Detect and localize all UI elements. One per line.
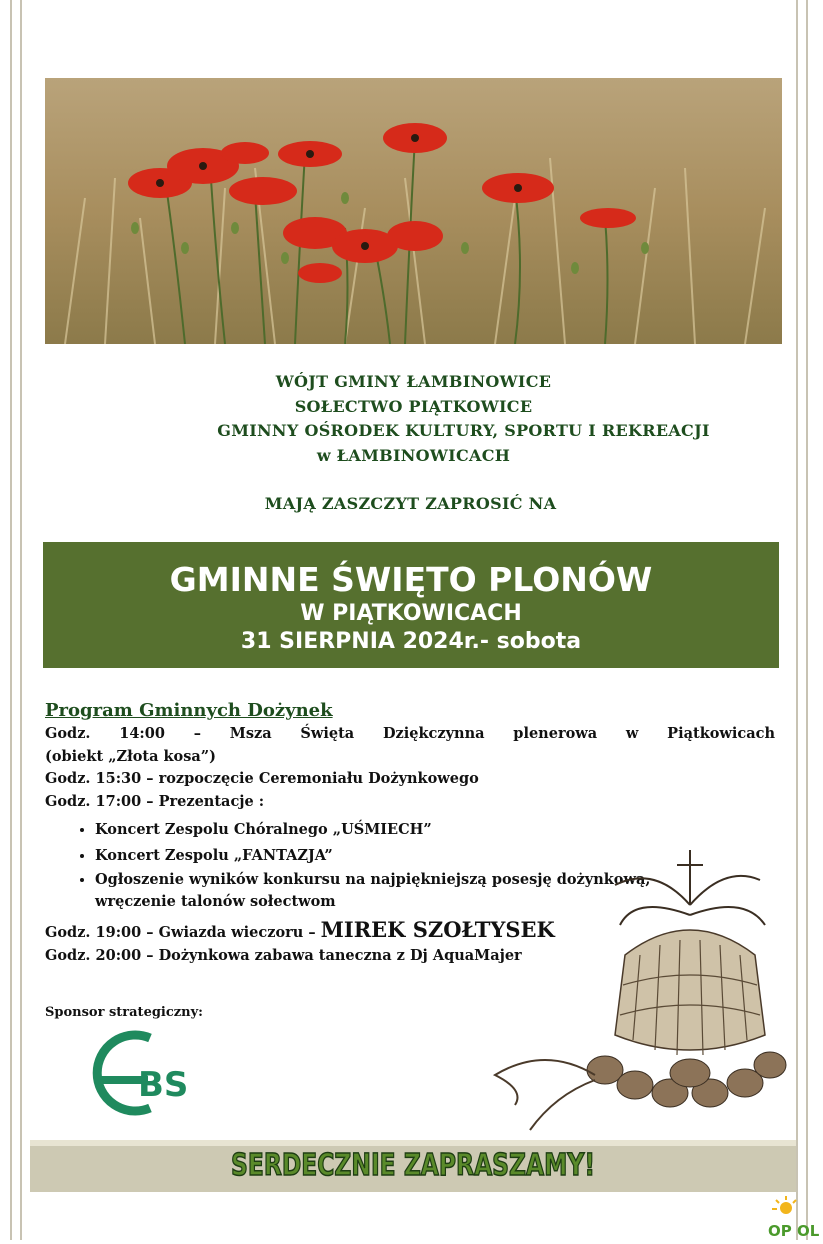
program-item-1400-venue: (obiekt „Złota kosa”) xyxy=(45,747,216,765)
opolskie-logo-text: OP OL xyxy=(768,1222,820,1240)
program-item-1900-text: Godz. 19:00 – Gwiazda wieczoru – xyxy=(45,924,321,941)
event-banner xyxy=(43,542,779,668)
program-item-2000: Godz. 20:00 – Dożynkowa zabawa taneczna z Dj AquaMajer xyxy=(45,946,522,964)
organizer-line: SOŁECTWO PIĄTKOWICE xyxy=(294,396,533,416)
closing-invitation: SERDECZNIE ZAPRASZAMY! xyxy=(230,1148,596,1183)
star-performer: MIREK SZOŁTYSEK xyxy=(320,917,555,942)
sponsor-label: Sponsor strategiczny: xyxy=(45,1005,203,1020)
logo-text: BS xyxy=(138,1065,189,1105)
event-place: W PIĄTKOWICACH xyxy=(300,601,522,626)
harvest-wreath-illustration xyxy=(455,845,790,1140)
organizer-line: w ŁAMBINOWICACH xyxy=(316,445,511,465)
organizers-block xyxy=(0,370,823,468)
list-item: • Koncert Zespolu „FANTAZJA” xyxy=(95,843,775,869)
list-item: • Koncert Zespolu Chóralnego „UŚMIECH” xyxy=(95,817,775,843)
organizer-line: WÓJT GMINY ŁAMBINOWICE xyxy=(275,372,552,391)
event-title: GMINNE ŚWIĘTO PLONÓW xyxy=(169,560,653,599)
organizer-line: GMINNY OŚRODEK KULTURY, SPORTU I REKREACJI xyxy=(217,421,710,440)
invitation-line: MAJĄ ZASZCZYT ZAPROSIĆ NA xyxy=(264,494,557,513)
footer-strip xyxy=(30,1140,796,1146)
footer-bar xyxy=(30,1140,796,1192)
bs-bank-logo xyxy=(88,1030,198,1116)
opolskie-region-logo xyxy=(764,1196,822,1240)
left-page-border xyxy=(10,0,22,1240)
event-date: 31 SIERPNIA 2024r.- sobota xyxy=(240,629,582,654)
list-item: • Ogłoszenie wyników konkursu na najpiękniejszą posesję dożynkową, wręczenie talonów sołectwom xyxy=(95,869,695,913)
program-item-1400: Godz. 14:00 – Msza Święta Dziękczynna plenerowa w Piątkowicach xyxy=(45,725,775,742)
poppy-field-photo xyxy=(45,78,782,344)
right-page-border xyxy=(796,0,808,1240)
program-item-1700: Godz. 17:00 – Prezentacje : xyxy=(45,792,265,810)
program-title: Program Gminnych Dożynek xyxy=(45,700,333,721)
program-item-1530: Godz. 15:30 – rozpoczęcie Ceremoniału Dożynkowego xyxy=(45,770,479,787)
